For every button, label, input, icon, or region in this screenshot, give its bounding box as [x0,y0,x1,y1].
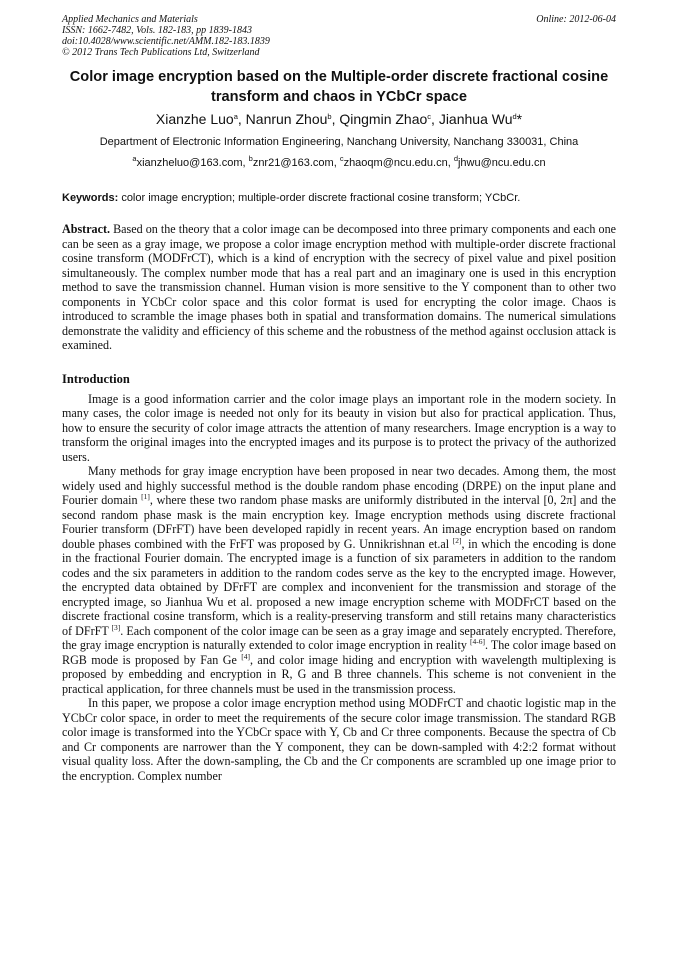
author: Jianhua Wu$^d$* [438,111,523,127]
paragraph: In this paper, we propose a color image encryption method using MODFrCT and chaotic logistic map in the YCbCr color space, in order to meet the requirements of the secure color image transmission. The standard RGB color image is transformed into the YCbCr space with Y, Cb and Cr three components. Because the spectra of Cb and Cr components are narrower than the Y component, they can be down-sampled with 4:2:2 format without visual quality loss. After the down-sampling, the Cb and the Cr components are scrambled up one image prior to the encryption. Complex number [62,696,616,783]
citation: [4-6] [470,637,485,646]
abstract [62,222,616,353]
math-interval: [0, 2π] [543,493,577,507]
abstract-label: Abstract. [62,222,111,236]
citation: [1] [141,492,150,501]
paragraph: Many methods for gray image encryption have been proposed in near two decades. Among them, the most widely used and highly successful method is the double random phase encoding (DRPE) on the input plane and Fourier domain [1], where these two random phase masks are uniformly distributed in the interval [0, 2π] and the second random phase mask is the main encryption key. Image encryption methods using discrete fractional Fourier transform (DFrFT) have been developed rapidly in recent years. An image encryption based on random double phases combined with the FrFT was proposed by G. Unnikrishnan et.al [2], in which the encoding is done in the fractional Fourier domain. The encrypted image is a function of six parameters in addition to the random codes and the six parameters in addition to the random codes serve as the key to the encrypted image. However, the encrypted data obtained by DFrFT are complex and inconvenient for the transmission and storage of the encrypted image, so Jianhua Wu et al. proposed a new image encryption scheme with MODFrCT based on the discrete fractional cosine transform, which is a reality-preserving transform and still retains many characteristics of DFrFT [3]. Each component of the color image can be seen as a gray image and separately encrypted. Therefore, the gray image encryption is naturally extended to color image encryption in reality [4-6]. The color image based on RGB mode is proposed by Fan Ge [4], and color image hiding and encryption with wavelength multiplexing is proposed by embedding and encryption in R, G and B three channels. This scheme is not convenient in the practical application, for three channels must be used in the transmission process. [62,464,617,696]
email-list [62,155,616,171]
abstract-text: Based on the theory that a color image can be decomposed into three primary components and each one can be seen as a gray image, we propose a color image encryption method with multiple-order discrete fractional cosine transform (MODFrCT), which is a kind of encryption with the secrecy of pixel value and pixel position simultaneously. The complex number mode that has a real part and an imaginary one is used in this encryption method to save the transmission channel. Human vision is more sensitive to the Y component than to other two components in YCbCr color space and this color format is used for encrypting the color image. Chaos is introduced to scramble the image phases both in spatial and transformation domains. The numerical simulations demonstrate the validity and efficiency of this scheme and the robustness of the method against occlusion attack is examined. [62,222,616,352]
journal-header [62,14,616,58]
paragraph: Image is a good information carrier and the color image plays an important role in the modern society. In many cases, the color image is needed not only for its beauty in vision but also for practical application. Thus, how to ensure the security of color image attracts the attention of many researchers. Image encryption is a way to transform the original images into the encrypted images and its purpose is to protect the privacy of the authorized users. [62,391,616,464]
affiliation: Department of Electronic Information Engineering, Nanchang University, Nanchang 330031, China [99,136,579,148]
author-list [62,109,616,129]
keywords [62,191,616,205]
citation: [2] [452,535,462,545]
author: Qingmin Zhao$^c$, [339,111,439,127]
section-heading: Introduction [62,371,130,386]
citation: [3] [111,622,121,632]
paper-title: Color image encryption based on the Multiple-order discrete fractional cosine transform and chaos in YCbCr space [69,69,609,105]
email-entry: $^c$zhaoqm@ncu.edu.cn, [339,154,454,169]
journal-name: Applied Mechanics and Materials [62,14,198,25]
doi-line: doi:10.4028/www.scientific.net/AMM.182-183.1839 [62,36,270,47]
email-entry: $^b$znr21@163.com, [248,154,340,169]
copyright-line: © 2012 Trans Tech Publications Ltd, Switzerland [62,47,260,58]
keywords-label: Keywords: [62,192,119,204]
author: Nanrun Zhou$^b$, [245,111,340,127]
online-date: Online: 2012-06-04 [536,14,616,25]
author: Xianzhe Luo$^a$, [155,111,246,127]
introduction-section [62,372,616,784]
email-entry: $^a$xianzheluo@163.com, [132,154,249,169]
keywords-text: color image encryption; multiple-order discrete fractional cosine transform; YCbCr. [121,192,521,204]
paper-page [62,14,616,783]
issn-line: ISSN: 1662-7482, Vols. 182-183, pp 1839-1843 [62,25,252,36]
citation: [4] [241,651,250,661]
email-entry: $^d$jhwu@ncu.edu.cn [453,154,546,169]
